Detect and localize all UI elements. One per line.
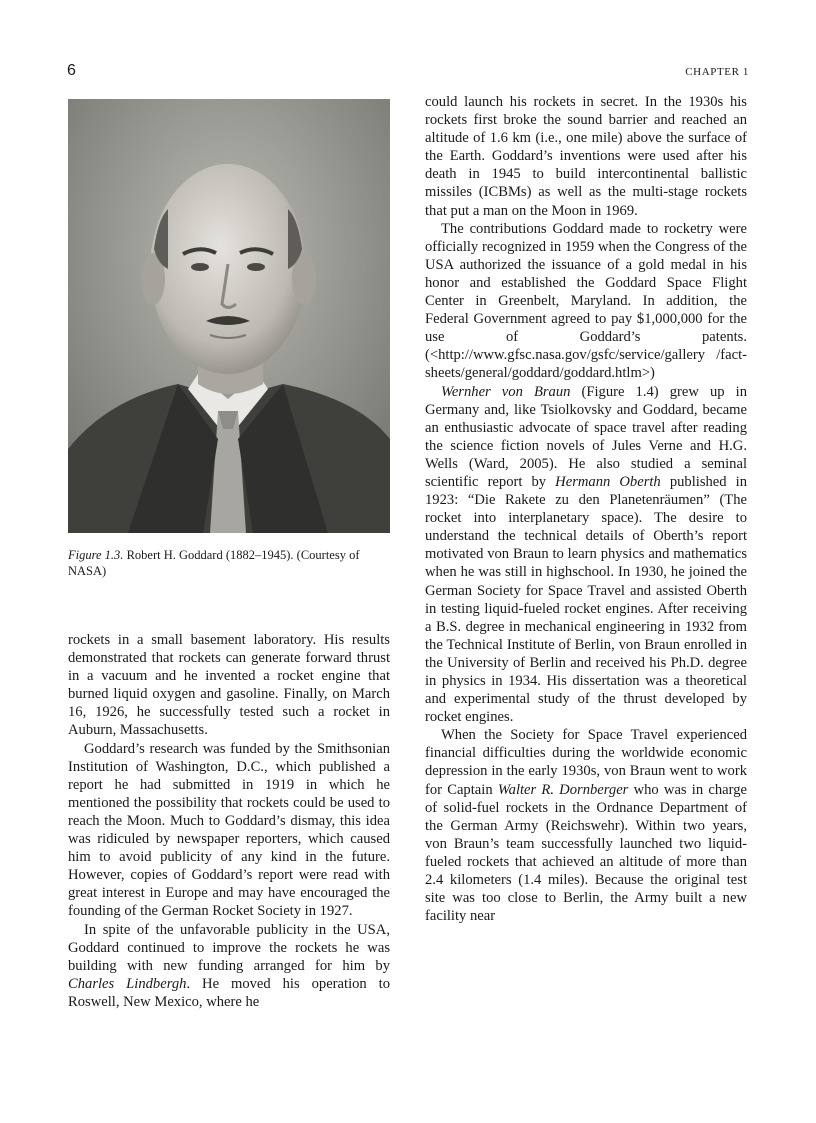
left-paragraph-3: In spite of the unfavorable publicity in the USA, Goddard continued to improve the rockets he was building with new funding arranged for him by Charles Lindbergh. He moved his operation to Roswell, New Mexico, where he (68, 921, 391, 1010)
name-walter-dornberger: Walter R. Dornberger (497, 781, 629, 798)
left-paragraph-1: rockets in a small basement laboratory. His results demonstrated that rockets can generate forward thrust in a vacuum and he invented a rocket engine that burned liquid oxygen and gasoline. Finally, on March 16, 1926, he successfully tested such a rocket in Auburn, Massachusetts. (68, 632, 390, 739)
right-paragraph-2: The contributions Goddard made to rocketry were officially recognized in 1959 when the Congress of the USA authorized the issuance of a gold medal in his honor and established the Goddard Space Flight Center in Greenbelt, Maryland. In addition, the Federal Government agreed to pay $1,000,000 for the use of Goddard’s patents. (<http://www.gfsc.nasa.gov/gsfc/service/gallery /fact-sheets/general/goddard/goddard.htlm>) (425, 220, 747, 382)
figure-label: Figure 1.3. (68, 548, 124, 562)
figure-caption-text: Robert H. Goddard (1882–1945). (Courtesy of NASA) (68, 548, 360, 578)
portrait-photo (68, 99, 390, 533)
left-column (68, 631, 390, 1011)
name-hermann-oberth: Hermann Oberth (555, 473, 661, 490)
name-charles-lindbergh: Charles Lindbergh (68, 975, 187, 992)
right-paragraph-4: When the Society for Space Travel experienced financial difficulties during the worldwide economic depression in the early 1930s, von Braun went to work for Captain Walter R. Dornberger who was in charge of solid-fuel rockets in the Ordnance Department of the German Army (Reichswehr). Within two years, von Braun’s team successfully launched two liquid-fueled rockets that achieved an altitude of more than 2.4 kilometers (1.4 miles). Because the original test site was too close to Berlin, the Army built a new facility near (425, 727, 747, 925)
running-head: CHAPTER 1 (685, 66, 749, 78)
right-column (425, 93, 747, 925)
right-paragraph-1: could launch his rockets in secret. In the 1930s his rockets first broke the sound barrier and reached an altitude of 1.6 km (i.e., one mile) above the surface of the Earth. Goddard’s inventions were used after his death in 1945 to build intercontinental ballistic missiles (ICBMs) as well as the multi-stage rockets that put a man on the Moon in 1969. (425, 94, 747, 219)
left-paragraph-2: Goddard’s research was funded by the Smithsonian Institution of Washington, D.C., which published a report he had submitted in 1919 in which he mentioned the possibility that rockets could be used to reach the Moon. Much to Goddard’s dismay, this idea was ridiculed by newspaper reporters, which caused him to avoid publicity of any kind in the future. However, copies of Goddard’s report were read with great interest in Europe and may have encouraged the founding of the German Rocket Society in 1927. (68, 740, 390, 920)
figure-caption (68, 547, 390, 579)
page-number: 6 (67, 62, 76, 79)
name-wernher-von-braun: Wernher von Braun (441, 383, 571, 400)
right-paragraph-3: Wernher von Braun (Figure 1.4) grew up in Germany and, like Tsiolkovsky and Goddard, became an enthusiastic advocate of space travel after reading the science fiction novels of Jules Verne and H.G. Wells (Ward, 2005). He also studied a seminal scientific report by Hermann Oberth published in 1923: “Die Rakete zu den Planetenräumen” (The rocket into interplanetary space). The desire to understand the technical details of Oberth’s report motivated von Braun to learn physics and mathematics when he was still in highschool. In 1930, he joined the German Society for Space Travel and assisted Oberth in testing liquid-fueled rocket engines. After receiving a B.S. degree in mechanical engineering in 1932 from the Technical Institute of Berlin, von Braun enrolled in the University of Berlin and received his Ph.D. degree in physics in 1934. His dissertation was a theoretical and experimental study of the thrust developed by rocket engines. (425, 383, 747, 726)
